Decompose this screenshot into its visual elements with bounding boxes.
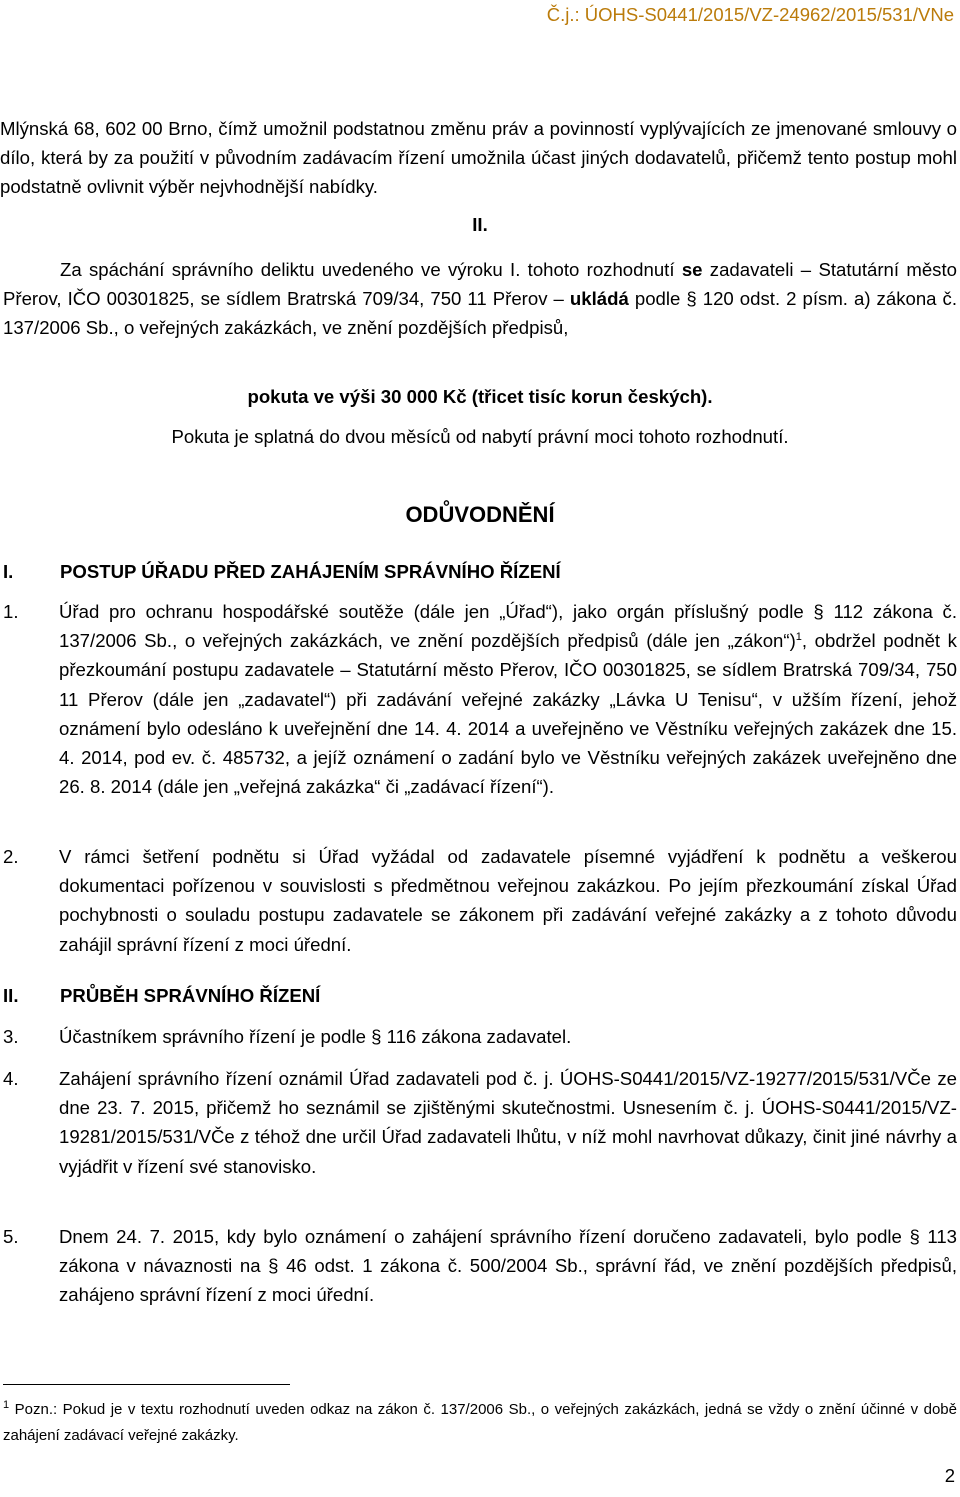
paragraph-number: 1. [3, 601, 19, 622]
sanction-text-2: zadavateli – Statutární město Přerov, IČO 00301825, se sídlem Bratrská 709/34, 750 11 Přerov – [3, 259, 957, 310]
heading-procedure-before [3, 561, 561, 583]
footnote-text: Pozn.: Pokud je v textu rozhodnutí uveden odkaz na zákon č. 137/2006 Sb., o veřejných zakázkách, jedná se vždy o znění účinné v době zahájení zadávací veřejné zakázky. [3, 1401, 957, 1444]
paragraph-5 [0, 1222, 957, 1310]
page-number: 2 [944, 1465, 955, 1486]
sanction-text-3: podle § 120 odst. 2 písm. a) zákona č. 137/2006 Sb. [3, 288, 958, 339]
heading-procedure-course [3, 985, 320, 1007]
document-reference: Č.j.: ÚOHS-S0441/2015/VZ-24962/2015/531/VNe [546, 4, 954, 25]
paragraph-1-part-c: , obdržel podnět k přezkoumání postupu zadavatele – Statutární město Přerov, IČO 00301825, se sídlem Bratrská 709/34, 750 11 Přerov (dále jen „zadavatel“) při zadávání veřejné zakázky „Lávka U Tenisu“, v užším řízení, jehož oznámení bylo odesláno k uveřejnění dne 14. 4. 2014 a uveřejněno ve Věstníku veřejných zakázek dne 15. 4. 2014, pod ev. č. 485732, a jejíž oznámení o zadání bylo ve Věstníku veřejných zakázek uveřejněno dne 26. 8. 2014 (dále jen „veřejná zakázka“ či „zadávací řízení“). [59, 630, 957, 798]
sanction-se: se [681, 259, 703, 280]
paragraph-number: 3. [3, 1026, 19, 1047]
reasoning-title: ODŮVODNĚNÍ [405, 502, 555, 527]
sanction-text-1: Za spáchání správního deliktu uvedeného ve výroku I. tohoto rozhodnutí [60, 259, 682, 280]
intro-paragraph: Mlýnská 68, 602 00 Brno, čímž umožnil podstatnou změnu práv a povinností vyplývajících ze jmenované smlouvy o dílo, která by za použití v původním zadávacím řízení umožnila účast jiných dodavatelů, přičemž tento postup mohl podstatně ovlivnit výběr nejvhodnější nabídky. [0, 118, 957, 198]
heading-text: POSTUP ÚŘADU PŘED ZAHÁJENÍM SPRÁVNÍHO ŘÍZENÍ [60, 561, 561, 582]
paragraph-4-text: Zahájení správního řízení oznámil Úřad zadavateli pod č. j. ÚOHS-S0441/2015/VZ-19277/2015/531/VČe ze dne 23. 7. 2015, přičemž ho seznámil se zjištěnými skutečnostmi. Usnesením č. j. ÚOHS-S0441/2015/VZ-19281/2015/531/VČe z téhož dne určil Úřad zadavateli lhůtu, v níž mohl navrhovat důkazy, činit jiné návrhy a vyjádřit v řízení své stanovisko. [59, 1068, 957, 1177]
heading-number: I. [3, 561, 14, 582]
paragraph-2-text: V rámci šetření podnětu si Úřad vyžádal od zadavatele písemné vyjádření k podnětu a veškerou dokumentaci pořízenou v souvislosti s předmětnou veřejnou zakázkou. Po jejím přezkoumání získal Úřad pochybnosti o souladu postupu zadavatele se zákonem při zadávání veřejné zakázky a z tohoto důvodu zahájil správní řízení z moci úřední. [59, 846, 957, 955]
footnote-separator [3, 1384, 290, 1385]
footnote-mark: 1 [3, 1399, 10, 1411]
fine-amount: pokuta ve výši 30 000 Kč (třicet tisíc korun českých). [247, 386, 713, 407]
section-mark: II. [472, 214, 488, 235]
paragraph-5-text: Dnem 24. 7. 2015, kdy bylo oznámení o zahájení správního řízení doručeno zadavateli, bylo podle § 113 zákona v návaznosti na § 46 odst. 1 zákona č. 500/2004 Sb., správní řád, ve znění pozdějších předpisů, zahájeno správní řízení z moci úřední. [59, 1226, 957, 1306]
footnote [3, 1397, 957, 1449]
paragraph-1-part-a: Úřad pro ochranu hospodářské soutěže (dále jen „Úřad“), jako orgán příslušný podle § 112 zákona č. 137/2006 Sb. [59, 601, 957, 652]
paragraph-3 [0, 1022, 957, 1051]
sanction-paragraph [3, 255, 957, 343]
paragraph-2 [0, 842, 957, 959]
payment-due: Pokuta je splatná do dvou měsíců od nabytí právní moci tohoto rozhodnutí. [171, 426, 789, 447]
heading-text: PRŮBĚH SPRÁVNÍHO ŘÍZENÍ [60, 985, 321, 1006]
heading-number: II. [3, 985, 19, 1006]
footnote-ref[interactable]: 1 [795, 631, 802, 644]
paragraph-3-text: Účastníkem správního řízení je podle § 116 zákona zadavatel. [59, 1026, 572, 1047]
paragraph-4 [0, 1064, 957, 1181]
paragraph-1-part-b: , o veřejných zakázkách, ve znění pozdějších předpisů (dále jen „zákon“) [172, 630, 796, 652]
paragraph-number: 5. [3, 1226, 19, 1247]
paragraph-1 [0, 597, 957, 801]
sanction-uklada: ukládá [569, 288, 629, 310]
paragraph-number: 4. [3, 1068, 19, 1089]
sanction-text-4: , o veřejných zakázkách, ve znění pozdějších předpisů, [113, 317, 569, 339]
paragraph-number: 2. [3, 846, 19, 867]
